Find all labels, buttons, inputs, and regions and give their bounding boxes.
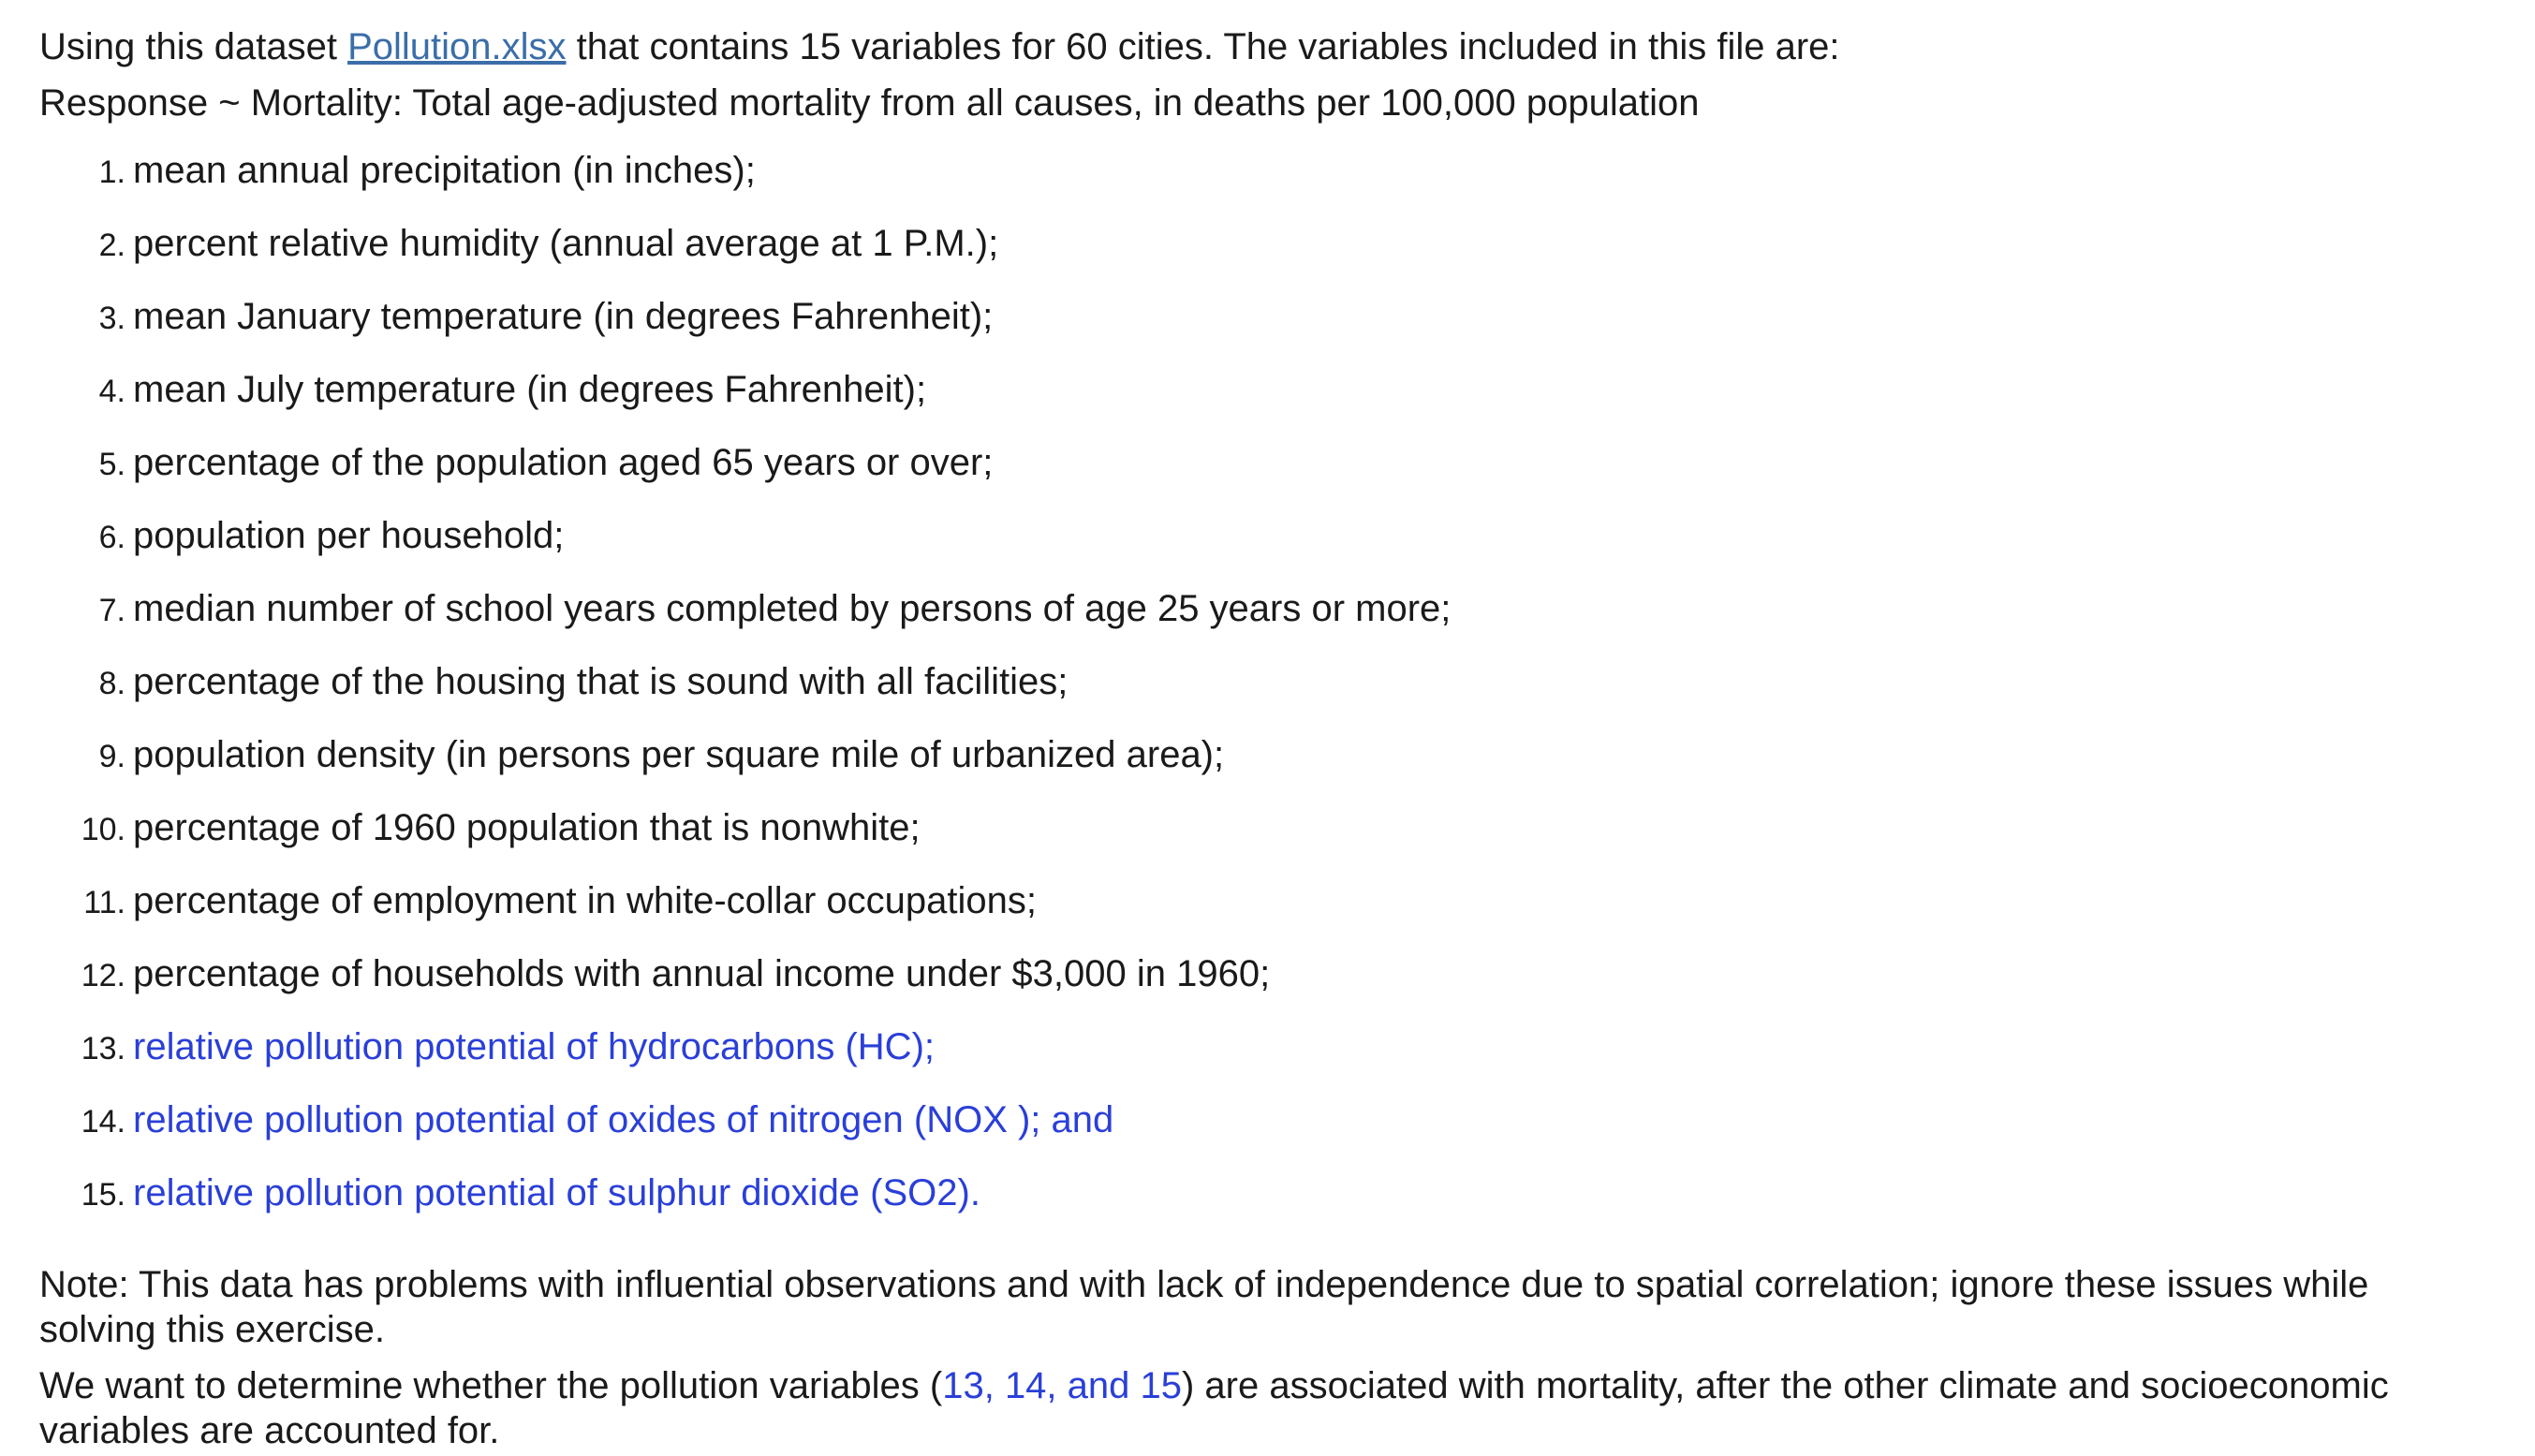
list-item-text: percentage of 1960 population that is nonwhite; <box>133 807 921 848</box>
pollution-variables-highlight: 13, 14, and 15 <box>942 1365 1182 1406</box>
note-paragraph: Note: This data has problems with influential observations and with lack of independence due to spatial correlation; ignore these issues while solving this exercise. <box>39 1264 2369 1350</box>
list-item-number: 1. <box>98 154 125 190</box>
list-item-text: mean July temperature (in degrees Fahrenheit); <box>133 369 927 410</box>
document-body <box>39 21 2493 1453</box>
list-item <box>39 148 2493 221</box>
list-item-text: relative pollution potential of oxides of nitrogen (NOX ); and <box>133 1099 1114 1140</box>
list-item <box>39 586 2493 659</box>
list-item-text: population per household; <box>133 515 565 556</box>
list-item <box>39 732 2493 805</box>
list-item-number: 10. <box>81 812 125 847</box>
list-item <box>39 878 2493 951</box>
list-item-number: 7. <box>98 593 125 628</box>
list-item-number: 5. <box>98 447 125 482</box>
list-item-number: 3. <box>98 301 125 336</box>
list-item <box>39 221 2493 294</box>
response-description: Response ~ Mortality: Total age-adjusted mortality from all causes, in deaths per 100,000 population <box>39 82 1700 124</box>
list-item-number: 4. <box>98 374 125 409</box>
list-item <box>39 659 2493 732</box>
list-item-text: median number of school years completed by persons of age 25 years or more; <box>133 588 1452 629</box>
list-item <box>39 513 2493 586</box>
goal-text-before: We want to determine whether the pollution variables ( <box>39 1365 943 1406</box>
intro-paragraph <box>39 24 2493 69</box>
list-item <box>39 440 2493 513</box>
list-item-text: population density (in persons per square mile of urbanized area); <box>133 734 1225 775</box>
list-item <box>39 951 2493 1024</box>
list-item-text: relative pollution potential of sulphur dioxide (SO2). <box>133 1172 980 1213</box>
list-item-number: 6. <box>98 520 125 555</box>
list-item-pollution <box>39 1170 2493 1243</box>
list-item-text: mean January temperature (in degrees Fahrenheit); <box>133 296 994 337</box>
variable-list <box>39 148 2493 1243</box>
list-item <box>39 294 2493 367</box>
list-item-text: percentage of the housing that is sound with all facilities; <box>133 661 1069 702</box>
list-item-pollution <box>39 1097 2493 1170</box>
list-item-number: 8. <box>98 666 125 701</box>
pollution-file-link[interactable]: Pollution.xlsx <box>347 26 567 67</box>
list-item-number: 11. <box>83 885 125 920</box>
list-item-text: mean annual precipitation (in inches); <box>133 150 756 191</box>
list-item-text: percent relative humidity (annual average at 1 P.M.); <box>133 223 999 264</box>
intro-text-before: Using this dataset <box>39 26 348 67</box>
list-item-number: 9. <box>98 739 125 774</box>
list-item <box>39 367 2493 440</box>
list-item-text: relative pollution potential of hydrocarbons (HC); <box>133 1026 935 1067</box>
list-item <box>39 805 2493 878</box>
list-item-pollution <box>39 1024 2493 1097</box>
list-item-number: 12. <box>81 958 125 993</box>
intro-text-after: that contains 15 variables for 60 cities. The variables included in this file are: <box>566 26 1840 67</box>
list-item-text: percentage of households with annual income under $3,000 in 1960; <box>133 953 1271 994</box>
list-item-number: 13. <box>81 1031 125 1066</box>
goal-text-after: ) are associated with mortality, after the other climate and socioeconomic variables are accounted for. <box>39 1365 2389 1451</box>
list-item-text: percentage of employment in white-collar occupations; <box>133 880 1037 921</box>
list-item-text: percentage of the population aged 65 years or over; <box>133 442 994 483</box>
list-item-number: 14. <box>81 1104 125 1140</box>
goal-paragraph <box>39 1363 2493 1453</box>
list-item-number: 2. <box>98 228 125 263</box>
list-item-number: 15. <box>81 1177 125 1213</box>
